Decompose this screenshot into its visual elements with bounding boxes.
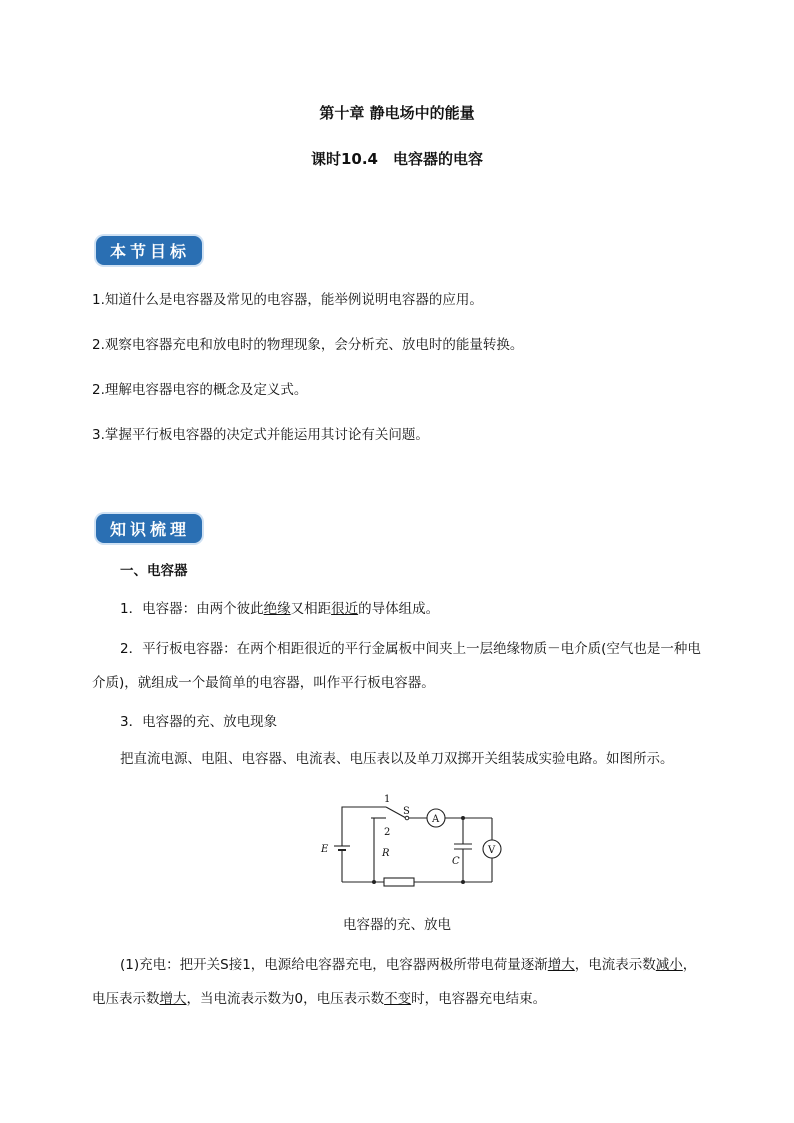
wire-left-top [342, 807, 386, 836]
underlined-answer: 绝缘 [263, 601, 291, 617]
paragraph-capacitor-definition [92, 592, 732, 626]
text-run: ，电压表示数 [92, 957, 697, 1007]
lesson-title: 课时10.4 电容器的电容 [310, 150, 483, 168]
junction-dot [461, 816, 465, 820]
objective-item: 3.掌握平行板电容器的决定式并能运用其讨论有关问题。 [92, 427, 429, 443]
chapter-title: 第十章 静电场中的能量 [319, 104, 475, 122]
label-capacitor: C [452, 856, 460, 867]
knowledge-badge: 知识梳理 [96, 514, 202, 543]
label-ammeter: A [432, 814, 440, 825]
underlined-answer: 减小 [655, 957, 683, 973]
text-run: 1．电容器：由两个彼此 [120, 601, 264, 617]
label-voltmeter: V [488, 845, 496, 856]
label-emf: E [321, 844, 329, 855]
underlined-answer: 增大 [547, 957, 575, 973]
label-2: 2 [384, 827, 391, 838]
junction-dot [372, 880, 376, 884]
objective-item: 2.观察电容器充电和放电时的物理现象，会分析充、放电时的能量转换。 [92, 337, 524, 353]
text-run: (1)充电：把开关S接1，电源给电容器充电，电容器两极所带电荷量逐渐 [120, 957, 548, 973]
underlined-answer: 很近 [331, 601, 359, 617]
section-heading: 一、电容器 [120, 563, 188, 579]
resistor-symbol [384, 878, 414, 886]
underlined-answer: 增大 [159, 991, 187, 1007]
circuit-diagram [316, 790, 516, 890]
objective-item: 2.理解电容器电容的概念及定义式。 [92, 382, 308, 398]
label-switch: S [403, 806, 410, 817]
text-run: ，当电流表示数为0，电压表示数 [186, 991, 385, 1007]
junction-dot [461, 880, 465, 884]
text-run: 时，电容器充电结束。 [411, 991, 547, 1007]
text-run: 的导体组成。 [358, 601, 440, 617]
text-run: 又相距 [290, 601, 332, 617]
objectives-badge: 本节目标 [96, 236, 202, 265]
paragraph-charging [92, 948, 704, 1016]
text-run: ，电流表示数 [574, 957, 656, 973]
paragraph-experiment: 把直流电源、电阻、电容器、电流表、电压表以及单刀双掷开关组装成实验电路。如图所示。 [120, 751, 674, 767]
label-1: 1 [384, 794, 391, 805]
objective-item: 1.知道什么是电容器及常见的电容器，能举例说明电容器的应用。 [92, 292, 483, 308]
underlined-answer: 不变 [384, 991, 412, 1007]
paragraph-charge-discharge: 3．电容器的充、放电现象 [120, 714, 278, 730]
figure-caption: 电容器的充、放电 [343, 917, 451, 933]
label-resistor: R [382, 848, 390, 859]
paragraph-parallel-plate: 2．平行板电容器：在两个相距很近的平行金属板中间夹上一层绝缘物质－电介质(空气也是一种电介质)，就组成一个最简单的电容器，叫作平行板电容器。 [92, 641, 701, 691]
